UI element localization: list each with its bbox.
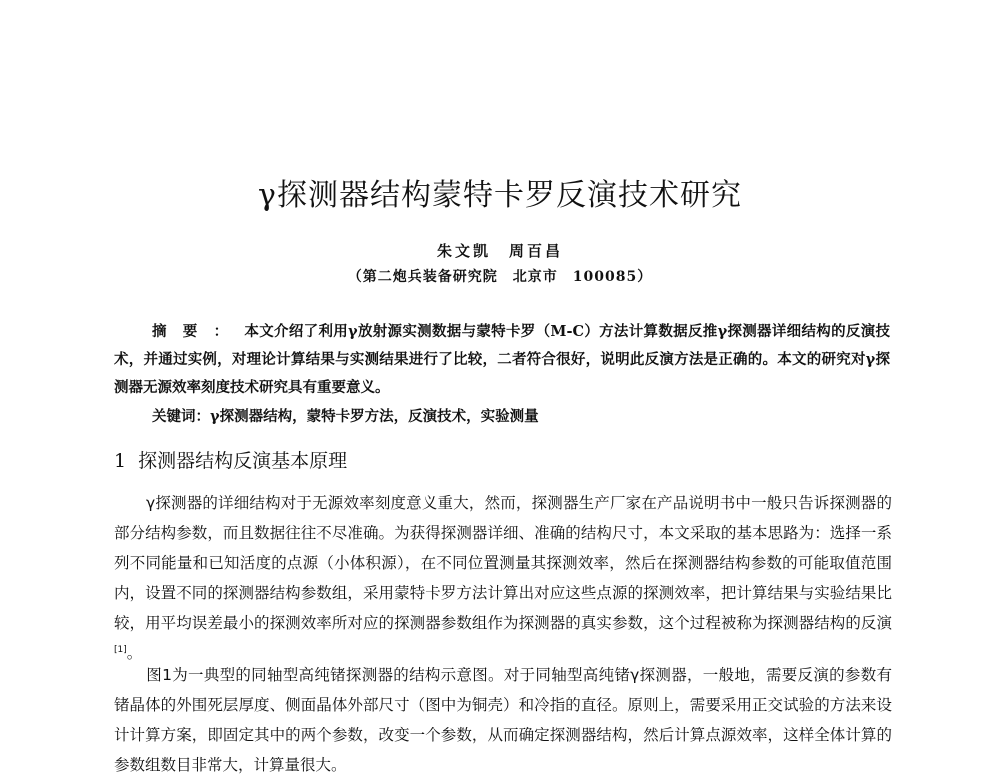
- keywords: [152, 403, 892, 431]
- section-number: 1: [114, 450, 127, 472]
- paper-title: γ探测器结构蒙特卡罗反演技术研究: [258, 178, 742, 213]
- citation-ref: [1]: [114, 644, 127, 655]
- abstract-label: 摘要：: [152, 323, 245, 340]
- body-paragraph: [114, 488, 892, 668]
- section-heading: [114, 446, 890, 476]
- paragraph-2-text: 图1为一典型的同轴型高纯锗探测器的结构示意图。对于同轴型高纯锗γ探测器，一般地，需要反演的参数有锗晶体的外围死层厚度、侧面晶体外部尺寸（图中为铜壳）和冷指的直径。原则上，需要采用正交试验的方法来设计计算方案，即固定其中的两个参数，改变一个参数，从而确定探测器结构，然后计算点源效率，这样全体计算的参数组数目非常大，计算量很大。: [114, 666, 892, 774]
- keywords-label: 关键词：: [152, 408, 210, 425]
- body-paragraph: [114, 660, 892, 780]
- keywords-text: γ探测器结构，蒙特卡罗方法，反演技术，实验测量: [210, 408, 539, 425]
- paragraph-1-end: 。: [126, 644, 143, 662]
- paragraph-1-text: γ探测器的详细结构对于无源效率刻度意义重大，然而，探测器生产厂家在产品说明书中一般只告诉探测器的部分结构参数，而且数据往往不尽准确。为获得探测器详细、准确的结构尺寸，本文采取的基本思路为：选择一系列不同能量和已知活度的点源（小体积源），在不同位置测量其探测效率，然后在探测器结构参数的可能取值范围内，设置不同的探测器结构参数组，采用蒙特卡罗方法计算出对应这些点源的探测效率，把计算结果与实验结果比较，用平均误差最小的探测效率所对应的探测器参数组作为探测器的真实参数，这个过程被称为探测器结构的反演: [114, 494, 892, 632]
- abstract-text: 本文介绍了利用γ放射源实测数据与蒙特卡罗（M-C）方法计算数据反推γ探测器详细结构的反演技术，并通过实例，对理论计算结果与实测结果进行了比较，二者符合很好，说明此反演方法是正确的。本文的研究对γ探测器无源效率刻度技术研究具有重要意义。: [114, 323, 891, 396]
- authors: 朱文凯 周百昌: [436, 242, 563, 260]
- abstract: [114, 318, 890, 402]
- section-title: 探测器结构反演基本原理: [138, 450, 348, 472]
- affiliation: （第二炮兵装备研究院 北京市 100085）: [347, 269, 653, 285]
